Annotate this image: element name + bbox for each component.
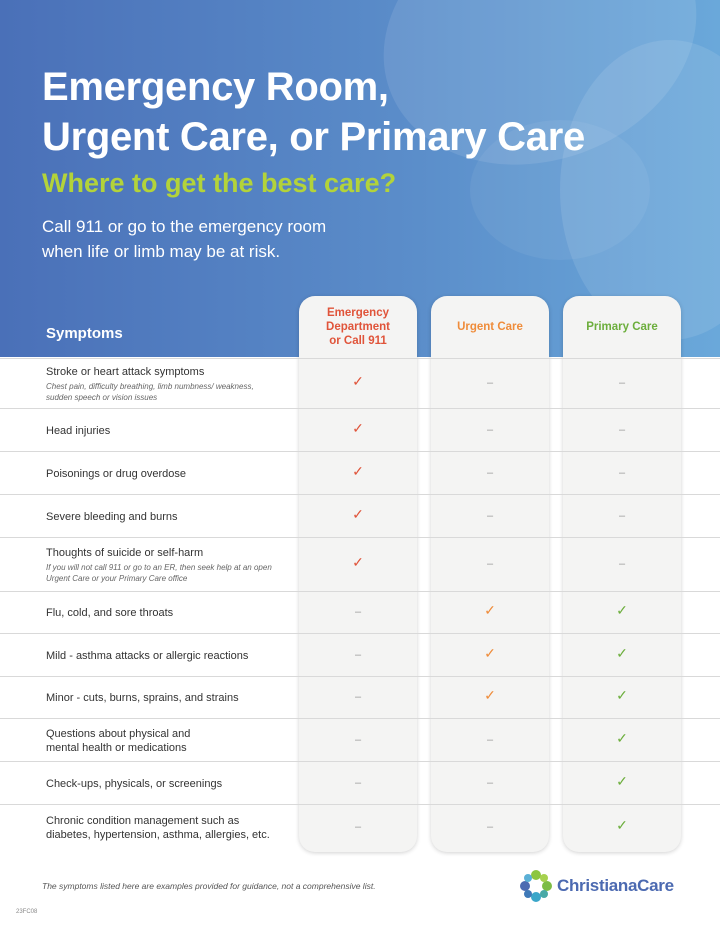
symptom-note: If you will not call 911 or go to an ER, then seek help at an open Urgent Care or your Primary Care office [46,563,272,583]
dash-icon: – [354,606,362,618]
flower-logo-icon [519,869,553,903]
symptom-title: Chronic condition management such as diabetes, hypertension, asthma, allergies, etc. [46,815,270,841]
column-header [431,296,549,358]
intro-text [42,214,402,264]
dash-icon: – [486,821,494,833]
symptom-title: Flu, cold, and sore throats [46,607,174,619]
table-row [0,591,720,634]
symptom-cell [46,510,296,524]
title-line: Emergency Room, [42,65,389,109]
check-icon: ✓ [484,644,496,661]
symptom-title: Mild - asthma attacks or allergic reactions [46,649,249,662]
table-row [0,451,720,495]
table-row [0,408,720,452]
column-header-line: or Call 911 [329,335,387,347]
symptom-title: Questions about physical and mental health or medications [46,727,191,754]
dash-icon: – [354,733,362,746]
symptom-cell [46,424,296,438]
dash-icon: – [354,691,362,703]
dash-icon: – [486,509,494,522]
dash-icon: – [486,776,494,789]
table-row [0,761,720,805]
table-row [0,718,720,762]
column-header-line: Emergency [326,307,389,319]
dash-icon: – [618,509,626,522]
table-row [0,676,720,719]
check-icon: ✓ [352,462,364,479]
intro-line: when life or limb may be at risk. [42,242,281,261]
symptom-title: Check-ups, physicals, or screenings [46,777,223,790]
dash-icon: – [354,821,362,833]
symptom-title: Minor - cuts, burns, sprains, and strains [46,692,239,704]
symptom-title: Severe bleeding and burns [46,510,178,523]
christianacare-logo [519,869,674,903]
check-icon: ✓ [484,602,496,618]
column-header-line: Department [326,321,390,333]
check-icon: ✓ [616,687,628,703]
dash-icon: – [618,423,626,436]
dash-icon: – [486,558,494,570]
table-row [0,358,720,409]
symptom-cell [46,467,296,481]
column-header-line: Urgent Care [457,321,523,333]
check-icon: ✓ [352,554,364,570]
table-row [0,537,720,592]
check-icon: ✓ [352,419,364,436]
column-header [563,296,681,358]
document-code: 23FC08 [16,909,38,915]
symptom-title: Poisonings or drug overdose [46,467,187,480]
dash-icon: – [354,648,362,661]
table-row [0,494,720,538]
symptom-cell [46,691,296,705]
symptom-cell [46,814,296,842]
disclaimer: The symptoms listed here are examples provided for guidance, not a comprehensive list. [42,881,376,891]
check-icon: ✓ [616,602,628,618]
dash-icon: – [486,733,494,746]
symptom-title: Head injuries [46,424,111,437]
dash-icon: – [618,466,626,479]
check-icon: ✓ [352,505,364,522]
check-icon: ✓ [484,687,496,703]
table-row [0,633,720,677]
symptom-note: Chest pain, difficulty breathing, limb numbness/ weakness, sudden speech or vision issues [46,382,254,402]
symptoms-header: Symptoms [46,325,123,342]
dash-icon: – [618,377,626,389]
symptom-cell [46,365,296,403]
column-header [299,296,417,358]
dash-icon: – [486,423,494,436]
symptom-cell [46,606,296,620]
check-icon: ✓ [616,644,628,661]
symptom-title: Thoughts of suicide or self-harm [46,547,204,559]
page-title [42,62,585,162]
check-icon: ✓ [616,772,628,789]
page-subtitle: Where to get the best care? [42,168,397,198]
symptom-cell [46,727,296,755]
symptom-cell [46,546,296,584]
check-icon: ✓ [616,729,628,746]
symptom-title: Stroke or heart attack symptoms [46,366,205,378]
check-icon: ✓ [352,373,364,389]
symptom-cell [46,649,296,663]
dash-icon: – [486,377,494,389]
check-icon: ✓ [616,817,628,833]
column-header-line: Primary Care [586,321,658,333]
intro-line: Call 911 or go to the emergency room [42,217,327,236]
dash-icon: – [354,776,362,789]
dash-icon: – [486,466,494,479]
title-line: Urgent Care, or Primary Care [42,115,585,159]
symptom-cell [46,777,296,791]
dash-icon: – [618,558,626,570]
table-row [0,804,720,851]
logo-wordmark: ChristianaCare [557,876,674,895]
